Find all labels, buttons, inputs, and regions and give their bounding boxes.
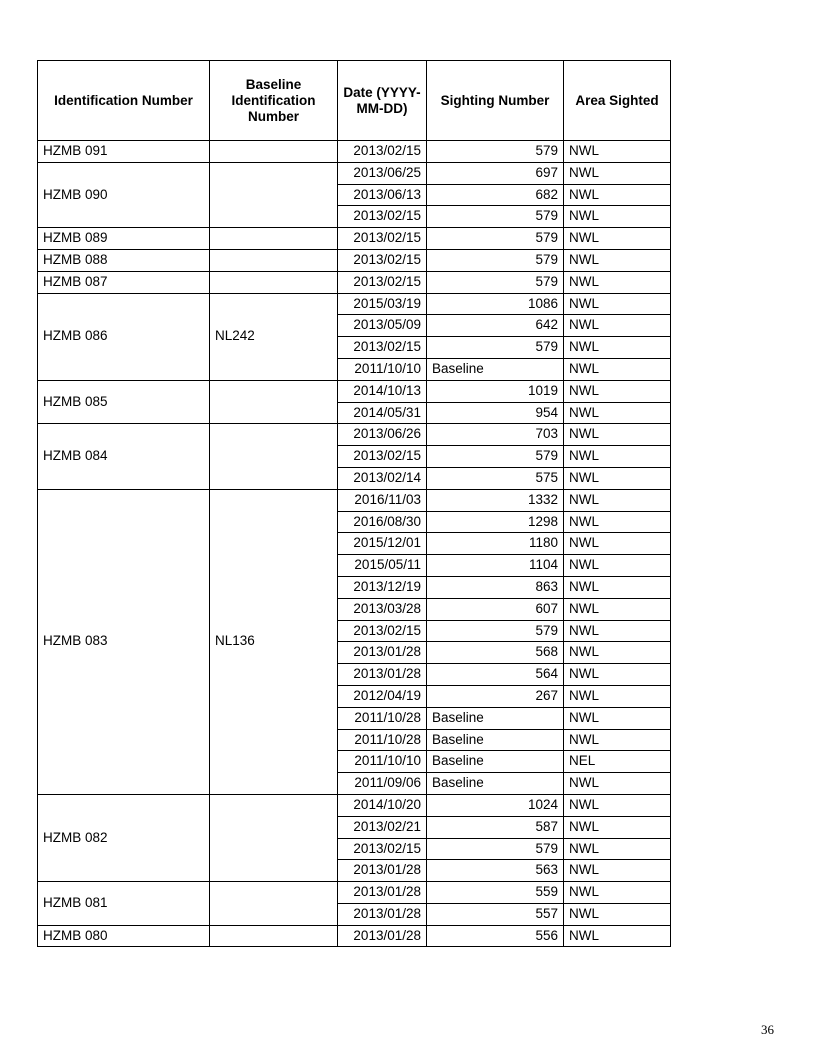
cell-sighting-number: 587 [427,816,564,838]
cell-area-sighted: NWL [564,162,671,184]
cell-baseline-identification-number [210,424,338,489]
cell-date: 2013/03/28 [338,598,427,620]
table-row [38,162,671,184]
cell-area-sighted: NWL [564,511,671,533]
cell-area-sighted: NWL [564,860,671,882]
cell-area-sighted: NWL [564,664,671,686]
cell-sighting-number: 559 [427,882,564,904]
page-number: 36 [761,1022,774,1037]
cell-sighting-number: 579 [427,838,564,860]
table-body [38,141,671,947]
cell-sighting-number: 575 [427,467,564,489]
cell-identification-number: HZMB 080 [38,925,210,947]
cell-sighting-number: 1024 [427,794,564,816]
cell-identification-number: HZMB 085 [38,380,210,424]
cell-date: 2016/11/03 [338,489,427,511]
cell-date: 2013/01/28 [338,925,427,947]
cell-sighting-number: Baseline [427,773,564,795]
cell-sighting-number: 564 [427,664,564,686]
cell-date: 2013/01/28 [338,860,427,882]
cell-baseline-identification-number [210,380,338,424]
cell-area-sighted: NWL [564,838,671,860]
table-row [38,489,671,511]
cell-area-sighted: NWL [564,358,671,380]
cell-date: 2014/10/20 [338,794,427,816]
cell-area-sighted: NWL [564,206,671,228]
cell-area-sighted: NWL [564,773,671,795]
cell-date: 2015/05/11 [338,555,427,577]
cell-identification-number: HZMB 088 [38,249,210,271]
cell-date: 2013/02/15 [338,446,427,468]
table-row [38,228,671,250]
cell-area-sighted: NWL [564,402,671,424]
cell-identification-number: HZMB 089 [38,228,210,250]
cell-sighting-number: 1180 [427,533,564,555]
cell-date: 2013/06/25 [338,162,427,184]
cell-area-sighted: NWL [564,794,671,816]
cell-date: 2011/10/28 [338,729,427,751]
header-row [38,61,671,141]
cell-date: 2013/12/19 [338,576,427,598]
cell-identification-number: HZMB 086 [38,293,210,380]
cell-sighting-number: 1298 [427,511,564,533]
sightings-table [37,60,671,947]
cell-sighting-number: 563 [427,860,564,882]
cell-area-sighted: NWL [564,293,671,315]
cell-area-sighted: NWL [564,925,671,947]
cell-identification-number: HZMB 082 [38,794,210,881]
cell-area-sighted: NWL [564,315,671,337]
table-row [38,882,671,904]
cell-date: 2016/08/30 [338,511,427,533]
cell-sighting-number: 579 [427,228,564,250]
cell-sighting-number: 579 [427,141,564,163]
cell-area-sighted: NWL [564,816,671,838]
cell-sighting-number: 579 [427,271,564,293]
cell-baseline-identification-number [210,271,338,293]
header-baseline-identification-number: Baseline Identification Number [210,61,338,141]
cell-area-sighted: NWL [564,555,671,577]
cell-date: 2013/02/15 [338,206,427,228]
table-row [38,249,671,271]
cell-sighting-number: 1086 [427,293,564,315]
cell-sighting-number: Baseline [427,729,564,751]
cell-area-sighted: NWL [564,685,671,707]
cell-date: 2013/02/15 [338,228,427,250]
table-row [38,271,671,293]
cell-date: 2013/05/09 [338,315,427,337]
cell-area-sighted: NWL [564,467,671,489]
table-header [38,61,671,141]
cell-sighting-number: 579 [427,249,564,271]
cell-identification-number: HZMB 090 [38,162,210,227]
cell-area-sighted: NWL [564,184,671,206]
cell-date: 2013/02/15 [338,838,427,860]
cell-sighting-number: 557 [427,903,564,925]
cell-area-sighted: NWL [564,576,671,598]
cell-date: 2013/01/28 [338,903,427,925]
cell-area-sighted: NWL [564,424,671,446]
cell-baseline-identification-number [210,228,338,250]
cell-sighting-number: 703 [427,424,564,446]
cell-area-sighted: NWL [564,533,671,555]
table-row [38,293,671,315]
header-date: Date (YYYY-MM-DD) [338,61,427,141]
cell-sighting-number: 1332 [427,489,564,511]
table-row [38,424,671,446]
cell-sighting-number: 954 [427,402,564,424]
cell-area-sighted: NWL [564,707,671,729]
cell-baseline-identification-number [210,249,338,271]
cell-date: 2013/02/15 [338,337,427,359]
cell-date: 2013/02/21 [338,816,427,838]
cell-identification-number: HZMB 087 [38,271,210,293]
cell-date: 2013/02/15 [338,141,427,163]
cell-date: 2013/01/28 [338,664,427,686]
cell-sighting-number: 682 [427,184,564,206]
cell-sighting-number: 579 [427,620,564,642]
cell-date: 2011/10/10 [338,358,427,380]
cell-sighting-number: Baseline [427,707,564,729]
cell-baseline-identification-number [210,141,338,163]
cell-date: 2011/09/06 [338,773,427,795]
cell-area-sighted: NWL [564,141,671,163]
cell-sighting-number: 607 [427,598,564,620]
table-row [38,380,671,402]
cell-baseline-identification-number [210,882,338,926]
cell-date: 2011/10/10 [338,751,427,773]
cell-baseline-identification-number [210,162,338,227]
table-row [38,925,671,947]
cell-date: 2013/02/14 [338,467,427,489]
cell-sighting-number: 267 [427,685,564,707]
cell-date: 2013/02/15 [338,249,427,271]
cell-date: 2014/10/13 [338,380,427,402]
cell-date: 2013/01/28 [338,882,427,904]
cell-area-sighted: NWL [564,903,671,925]
cell-sighting-number: 1019 [427,380,564,402]
cell-identification-number: HZMB 084 [38,424,210,489]
cell-area-sighted: NWL [564,598,671,620]
cell-area-sighted: NWL [564,228,671,250]
cell-sighting-number: 1104 [427,555,564,577]
cell-date: 2013/06/13 [338,184,427,206]
cell-identification-number: HZMB 081 [38,882,210,926]
cell-sighting-number: 642 [427,315,564,337]
header-sighting-number: Sighting Number [427,61,564,141]
cell-sighting-number: 579 [427,206,564,228]
cell-sighting-number: 568 [427,642,564,664]
cell-area-sighted: NWL [564,729,671,751]
table-row [38,794,671,816]
table-row [38,141,671,163]
cell-date: 2012/04/19 [338,685,427,707]
cell-baseline-identification-number: NL136 [210,489,338,794]
cell-date: 2015/03/19 [338,293,427,315]
cell-date: 2013/01/28 [338,642,427,664]
cell-area-sighted: NWL [564,642,671,664]
header-identification-number: Identification Number [38,61,210,141]
cell-date: 2011/10/28 [338,707,427,729]
cell-area-sighted: NWL [564,271,671,293]
cell-sighting-number: Baseline [427,751,564,773]
cell-date: 2013/06/26 [338,424,427,446]
cell-date: 2014/05/31 [338,402,427,424]
cell-sighting-number: 579 [427,446,564,468]
cell-baseline-identification-number: NL242 [210,293,338,380]
cell-date: 2013/02/15 [338,620,427,642]
cell-baseline-identification-number [210,925,338,947]
cell-sighting-number: 556 [427,925,564,947]
cell-date: 2015/12/01 [338,533,427,555]
cell-baseline-identification-number [210,794,338,881]
header-area-sighted: Area Sighted [564,61,671,141]
cell-area-sighted: NWL [564,882,671,904]
cell-area-sighted: NWL [564,337,671,359]
cell-sighting-number: 697 [427,162,564,184]
cell-area-sighted: NWL [564,446,671,468]
cell-identification-number: HZMB 091 [38,141,210,163]
cell-area-sighted: NWL [564,249,671,271]
cell-date: 2013/02/15 [338,271,427,293]
cell-area-sighted: NWL [564,489,671,511]
cell-sighting-number: 863 [427,576,564,598]
cell-identification-number: HZMB 083 [38,489,210,794]
cell-area-sighted: NEL [564,751,671,773]
cell-area-sighted: NWL [564,380,671,402]
cell-sighting-number: 579 [427,337,564,359]
cell-sighting-number: Baseline [427,358,564,380]
cell-area-sighted: NWL [564,620,671,642]
